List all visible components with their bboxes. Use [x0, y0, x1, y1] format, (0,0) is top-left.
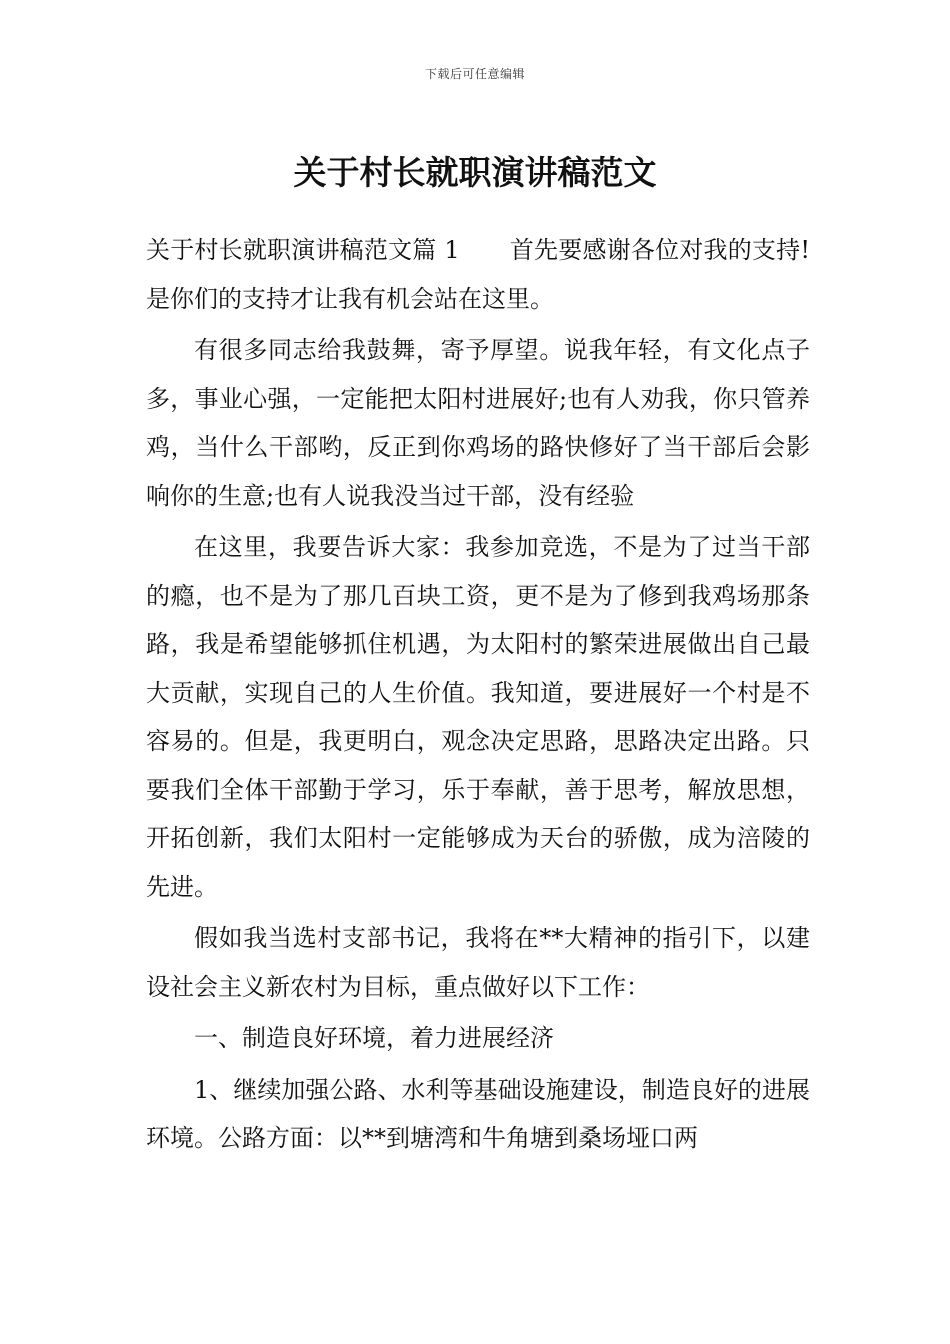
paragraph: 假如我当选村支部书记，我将在**大精神的指引下，以建设社会主义新农村为目标，重点做好以下工作：	[146, 924, 810, 1001]
header-note: 下载后可任意编辑	[424, 67, 525, 81]
paragraph-text: 首先要感谢各位对我的支持!是你们的支持才让我有机会站在这里。	[146, 236, 810, 313]
section-heading: 关于村长就职演讲稿范文篇 1	[146, 236, 460, 264]
paragraph: 在这里，我要告诉大家：我参加竞选，不是为了过当干部的瘾，也不是为了那几百块工资，更不是为了修到我鸡场那条路，我是希望能够抓住机遇，为太阳村的繁荣进展做出自己最大贡献，实现自己的人生价值。我知道，要进展好一个村是不容易的。但是，我更明白，观念决定思路，思路决定出路。只要我们全体干部勤于学习，乐于奉献，善于思考，解放思想，开拓创新，我们太阳村一定能够成为天台的骄傲，成为涪陵的先进。	[146, 533, 810, 901]
document-body	[146, 226, 810, 1166]
document-title: 关于村长就职演讲稿范文	[293, 153, 657, 193]
paragraph: 1、继续加强公路、水利等基础设施建设，制造良好的进展环境。公路方面：以**到塘湾和牛角塘到桑场垭口两	[146, 1075, 810, 1152]
section-heading-paragraph: 一、制造良好环境，着力进展经济	[194, 1024, 554, 1052]
paragraph: 有很多同志给我鼓舞，寄予厚望。说我年轻，有文化点子多，事业心强，一定能把太阳村进展好;也有人劝我，你只管养鸡，当什么干部哟，反正到你鸡场的路快修好了当干部后会影响你的生意;也有人说我没当过干部，没有经验	[146, 336, 810, 510]
first-paragraph	[146, 226, 810, 323]
